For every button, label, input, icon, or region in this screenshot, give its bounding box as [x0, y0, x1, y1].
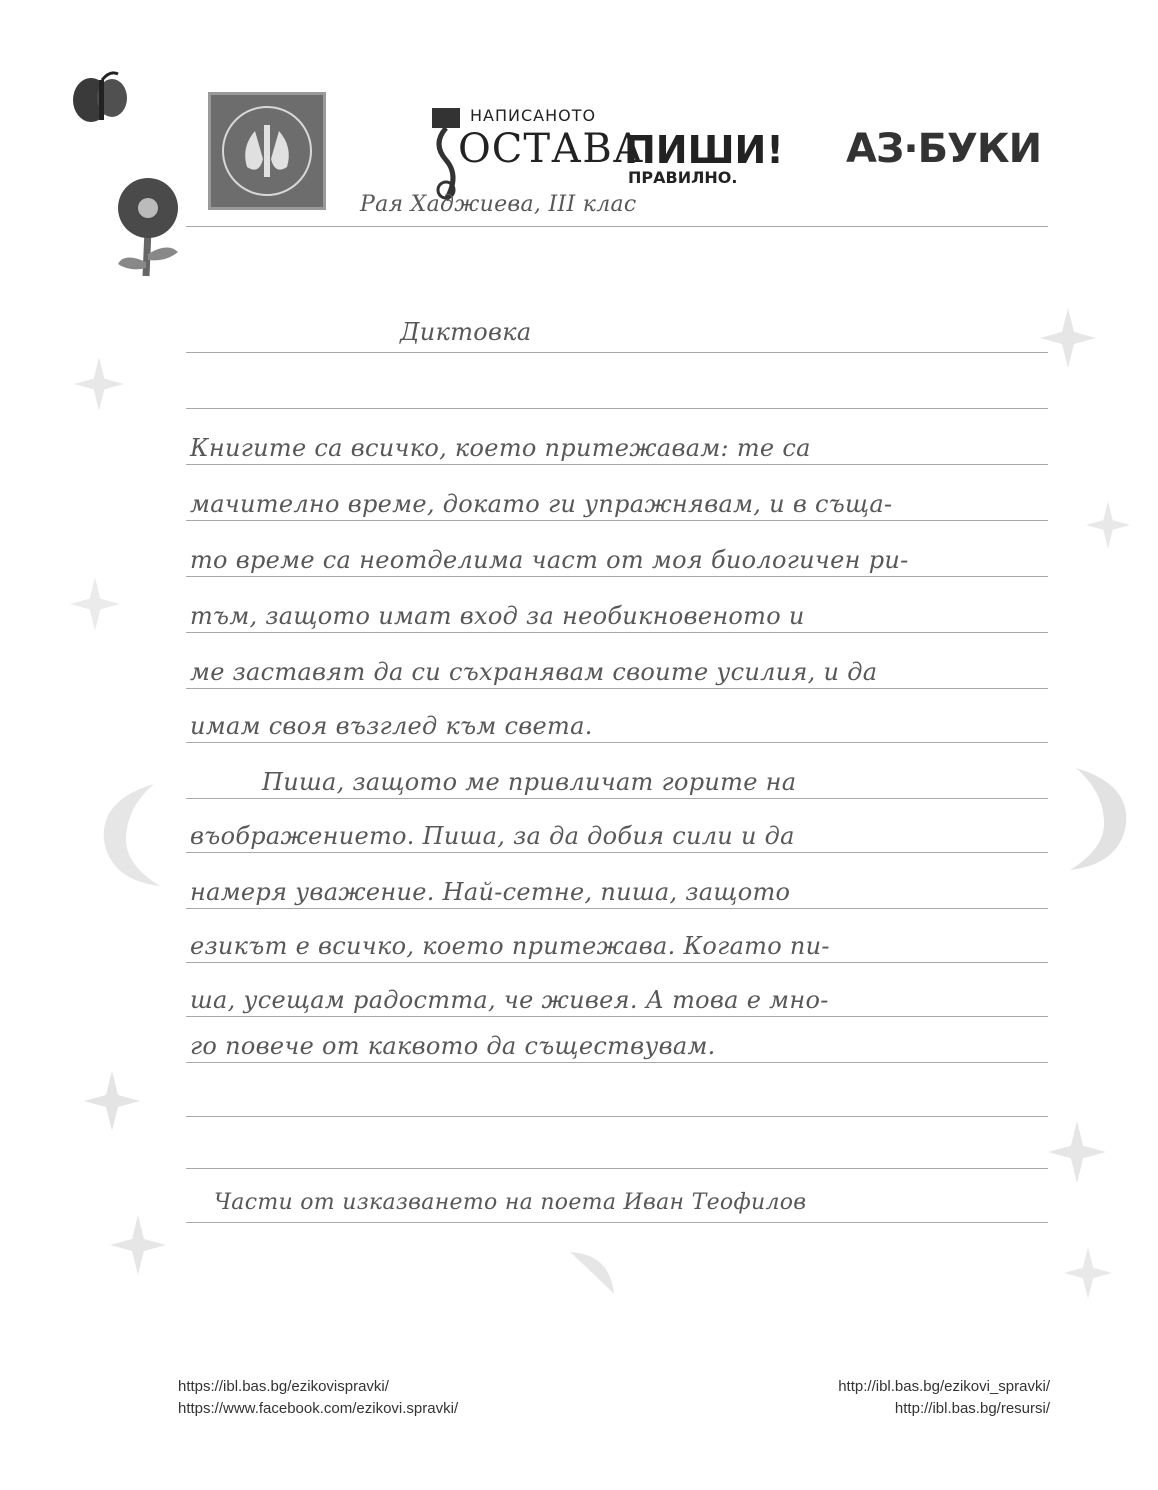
- ruled-line: [186, 742, 1048, 743]
- text-line: го повече от каквото да съществувам.: [190, 1032, 716, 1060]
- azbuki-logo: АЗ·БУКИ: [846, 126, 1042, 172]
- text-line: Пиша, защото ме привличат горите на: [262, 768, 797, 796]
- butterfly-icon: [66, 68, 136, 132]
- ruled-line: [186, 464, 1048, 465]
- ruled-line: [186, 226, 1048, 227]
- footer-link-left-2[interactable]: https://www.facebook.com/ezikovi.spravki/: [178, 1400, 459, 1417]
- student-line: Рая Хаджиева, III клас: [360, 192, 637, 217]
- ruled-line: [186, 852, 1048, 853]
- footer-link-right-2[interactable]: http://ibl.bas.bg/resursi/: [894, 1400, 1050, 1417]
- star-decoration-icon: [70, 576, 120, 632]
- text-line: ме заставят да си съхранявам своите усилия, и да: [190, 658, 878, 686]
- moon-decoration-icon: [560, 1244, 620, 1304]
- text-line: езикът е всичко, което притежава. Когато пи-: [190, 932, 830, 960]
- brand-line-1: НАПИСАНОТО: [470, 106, 597, 125]
- ruled-line: [186, 1168, 1048, 1169]
- text-line: то време са неотделима част от моя биологичен ри-: [190, 546, 909, 574]
- star-decoration-icon: [74, 356, 124, 412]
- star-decoration-icon: [1040, 308, 1096, 368]
- ruled-line: [186, 1116, 1048, 1117]
- star-decoration-icon: [110, 1214, 166, 1276]
- ruled-line: [186, 798, 1048, 799]
- star-decoration-icon: [1064, 1246, 1112, 1300]
- ruled-line: [186, 1222, 1048, 1223]
- moon-decoration-icon: [94, 780, 174, 890]
- ruled-line: [186, 352, 1048, 353]
- brand-line-2a: ОСТАВА: [458, 126, 645, 172]
- ibl-logo: [208, 92, 326, 210]
- star-decoration-icon: [1048, 1120, 1106, 1184]
- ruled-line: [186, 520, 1048, 521]
- text-line: имам своя възглед към света.: [190, 712, 593, 740]
- ruled-line: [186, 1016, 1048, 1017]
- ruled-line: [186, 576, 1048, 577]
- ruled-line: [186, 688, 1048, 689]
- brand-line-2b: ПИШИ!: [624, 128, 784, 172]
- footer-link-left-1[interactable]: https://ibl.bas.bg/ezikovispravki/: [178, 1378, 389, 1395]
- text-line: въображението. Пиша, за да добия сили и да: [190, 822, 795, 850]
- text-line: намеря уважение. Най-сетне, пиша, защото: [190, 878, 791, 906]
- ruled-line: [186, 408, 1048, 409]
- star-decoration-icon: [84, 1070, 140, 1132]
- flower-icon: [108, 172, 188, 282]
- text-line: тъм, защото имат вход за необикновеното и: [190, 602, 805, 630]
- text-line: мачително време, докато ги упражнявам, и в съща-: [190, 490, 893, 518]
- moon-decoration-icon: [1056, 764, 1136, 874]
- ruled-line: [186, 962, 1048, 963]
- star-decoration-icon: [1086, 500, 1130, 550]
- ruled-line: [186, 1062, 1048, 1063]
- footer-link-right-1[interactable]: http://ibl.bas.bg/ezikovi_spravki/: [838, 1378, 1050, 1395]
- ibl-emblem-icon: [217, 101, 317, 201]
- text-line: Книгите са всичко, което притежавам: те са: [190, 434, 811, 462]
- source-line: Части от изказването на поета Иван Теофилов: [214, 1190, 807, 1215]
- text-line: ша, усещам радостта, че живея. А това е мно-: [190, 986, 829, 1014]
- ruled-line: [186, 632, 1048, 633]
- ruled-line: [186, 908, 1048, 909]
- brand-line-3: ПРАВИЛНО.: [628, 168, 738, 187]
- dictation-title: Диктовка: [400, 318, 532, 346]
